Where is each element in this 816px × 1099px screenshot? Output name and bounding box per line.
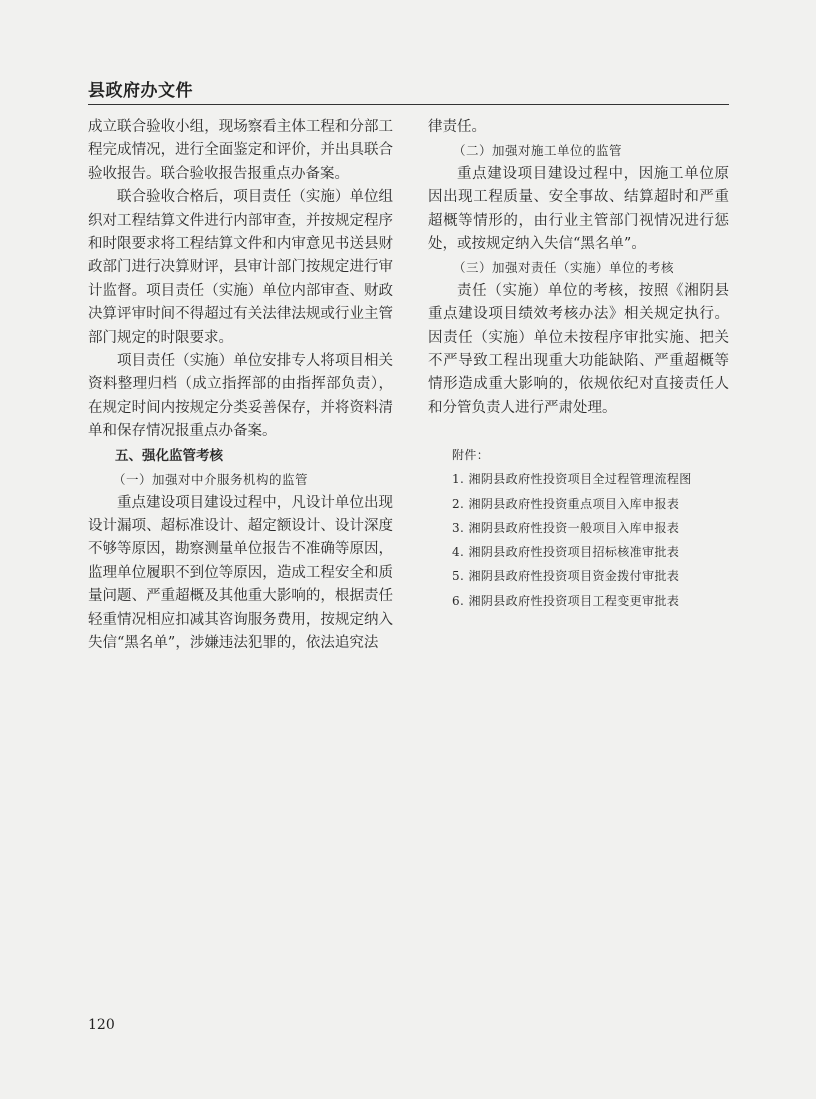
section-title: 五、强化监管考核 [115,447,223,464]
header-title: 县政府办文件 [88,81,193,101]
right-column [428,116,729,613]
subsection-title-1: （一）加强对中介服务机构的监管 [113,472,309,488]
subsection-text-2: 重点建设项目建设过程中，因施工单位原因出现工程质量、安全事故、结算超时和严重超概等情形的，由行业主管部门视情况进行惩处，或按规定纳入失信“黑名单”。 [428,165,729,253]
attachment-item: 5. 湘阴县政府性投资项目资金拨付审批表 [452,569,680,584]
paragraph-continued-right: 律责任。 [428,119,486,135]
paragraph-continued: 成立联合验收小组，现场察看主体工程和分部工程完成情况，进行全面鉴定和评价，并出具联合验收报告。联合验收报告报重点办备案。 [88,119,393,182]
paragraph-settlement: 联合验收合格后，项目责任（实施）单位组织对工程结算文件进行内部审查，并按规定程序和时限要求将工程结算文件和内审意见书送县财政部门进行决算财评，县审计部门按规定进行审计监督。项目责任（实施）单位内部审查、财政决算评审时间不得超过有关法律法规或行业主管部门规定的时限要求。 [88,189,393,346]
attachments-list [428,443,729,612]
subsection-text-1: 重点建设项目建设过程中，凡设计单位出现设计漏项、超标准设计、超定额设计、设计深度不够等原因，勘察测量单位报告不准确等原因，监理单位履职不到位等原因，造成工程安全和质量问题、严重超概及其他重大影响的，根据责任轻重情况相应扣减其咨询服务费用，按规定纳入失信“黑名单”，涉嫌违法犯罪的，依法追究法 [88,494,393,651]
header-rule [88,104,729,105]
subsection-title-3: （三）加强对责任（实施）单位的考核 [453,260,675,276]
attachment-item: 6. 湘阴县政府性投资项目工程变更审批表 [452,593,680,608]
attachment-item: 4. 湘阴县政府性投资项目招标核准审批表 [452,545,680,560]
subsection-title-2: （二）加强对施工单位的监管 [453,143,623,159]
page-number: 120 [88,1017,115,1033]
paragraph-archive: 项目责任（实施）单位安排专人将项目相关资料整理归档（成立指挥部的由指挥部负责），在规定时间内按规定分类妥善保存，并将资料清单和保存情况报重点办备案。 [88,353,393,440]
attachments-label: 附件： [452,448,490,463]
left-column [88,116,393,655]
attachment-item: 3. 湘阴县政府性投资一般项目入库申报表 [452,520,680,535]
subsection-text-3: 责任（实施）单位的考核，按照《湘阴县重点建设项目绩效考核办法》相关规定执行。因责任（实施）单位未按程序审批实施、把关不严导致工程出现重大功能缺陷、严重超概等情形造成重大影响的，依规依纪对直接责任人和分管负责人进行严肃处理。 [428,282,729,416]
attachment-item: 1. 湘阴县政府性投资项目全过程管理流程图 [452,472,692,487]
attachment-item: 2. 湘阴县政府性投资重点项目入库申报表 [452,496,680,511]
